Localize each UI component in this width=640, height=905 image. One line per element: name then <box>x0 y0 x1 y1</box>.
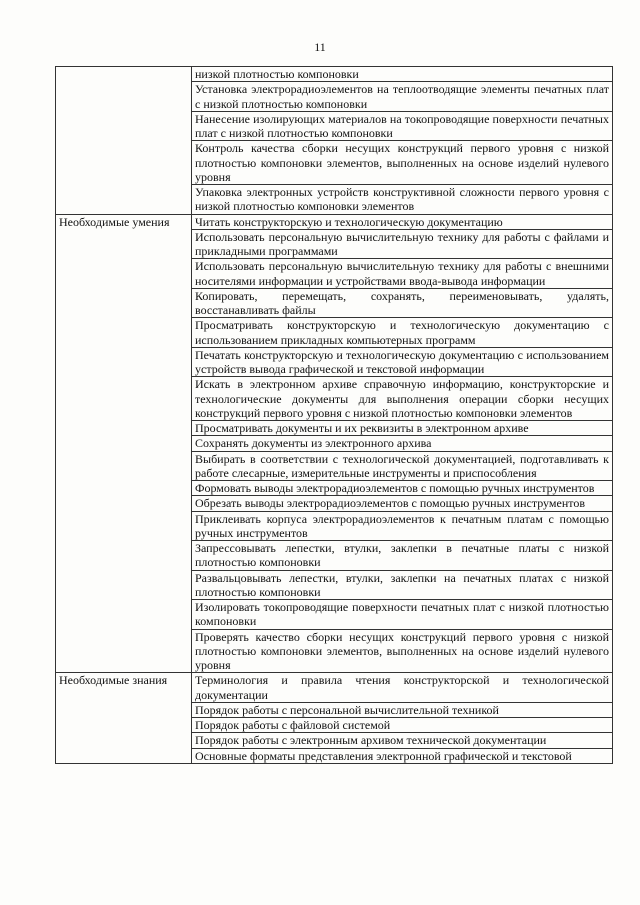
row-text: Просматривать документы и их реквизиты в электронном архиве <box>192 421 613 436</box>
row-text: Запрессовывать лепестки, втулки, заклепки в печатные платы с низкой плотностью компоновки <box>192 541 613 571</box>
row-text: Нанесение изолирующих материалов на токопроводящие поверхности печатных плат с низкой плотностью компоновки <box>192 111 613 141</box>
row-text: Контроль качества сборки несущих конструкций первого уровня с низкой плотностью компоновки элементов, выполненных на основе изделий нулевого уровня <box>192 141 613 185</box>
skills-label: Необходимые умения <box>56 214 192 673</box>
row-text: Порядок работы с электронным архивом технической документации <box>192 733 613 748</box>
knowledge-label: Необходимые знания <box>56 673 192 764</box>
row-text: Основные форматы представления электронной графической и текстовой <box>192 748 613 763</box>
table-row <box>56 214 613 229</box>
table-row <box>56 67 613 82</box>
page-number: 11 <box>314 40 326 54</box>
row-text: Использовать персональную вычислительную технику для работы с внешними носителями информации и устройствами ввода-вывода информации <box>192 259 613 289</box>
row-text: Упаковка электронных устройств конструктивной сложности первого уровня с низкой плотностью компоновки элементов <box>192 185 613 215</box>
row-text: Порядок работы с файловой системой <box>192 718 613 733</box>
row-text: Порядок работы с персональной вычислительной техникой <box>192 702 613 717</box>
row-text: Установка электрорадиоэлементов на теплоотводящие элементы печатных плат с низкой плотностью компоновки <box>192 82 613 112</box>
row-text: Обрезать выводы электрорадиоэлементов с помощью ручных инструментов <box>192 496 613 511</box>
row-text: Выбирать в соответствии с технологической документацией, подготавливать к работе слесарные, измерительные инструменты и приспособления <box>192 451 613 481</box>
row-text: Формовать выводы электрорадиоэлементов с помощью ручных инструментов <box>192 481 613 496</box>
row-text: низкой плотностью компоновки <box>192 67 613 82</box>
table-row <box>56 673 613 703</box>
row-text: Изолировать токопроводящие поверхности печатных плат с низкой плотностью компоновки <box>192 600 613 630</box>
row-text: Использовать персональную вычислительную технику для работы с файлами и прикладными программами <box>192 229 613 259</box>
row-text: Проверять качество сборки несущих конструкций первого уровня с низкой плотностью компоновки элементов, выполненных на основе изделий нулевого уровня <box>192 629 613 673</box>
row-text: Сохранять документы из электронного архива <box>192 436 613 451</box>
row-text: Искать в электронном архиве справочную информацию, конструкторские и технологические документы для выполнения операции сборки несущих конструкций первого уровня с низкой плотностью компоновки элементов <box>192 377 613 421</box>
row-text: Печатать конструкторскую и технологическую документацию с использованием устройств вывода графической и текстовой информации <box>192 347 613 377</box>
row-text: Развальцовывать лепестки, втулки, заклепки на печатных платах с низкой плотностью компоновки <box>192 570 613 600</box>
row-text: Копировать, перемещать, сохранять, переименовывать, удалять, восстанавливать файлы <box>192 288 613 318</box>
row-text: Читать конструкторскую и технологическую документацию <box>192 214 613 229</box>
label-cell-continued <box>56 67 192 215</box>
row-text: Терминология и правила чтения конструкторской и технологической документации <box>192 673 613 703</box>
requirements-table <box>55 66 613 764</box>
row-text: Приклеивать корпуса электрорадиоэлементов к печатным платам с помощью ручных инструментов <box>192 511 613 541</box>
row-text: Просматривать конструкторскую и технологическую документацию с использованием прикладных компьютерных программ <box>192 318 613 348</box>
